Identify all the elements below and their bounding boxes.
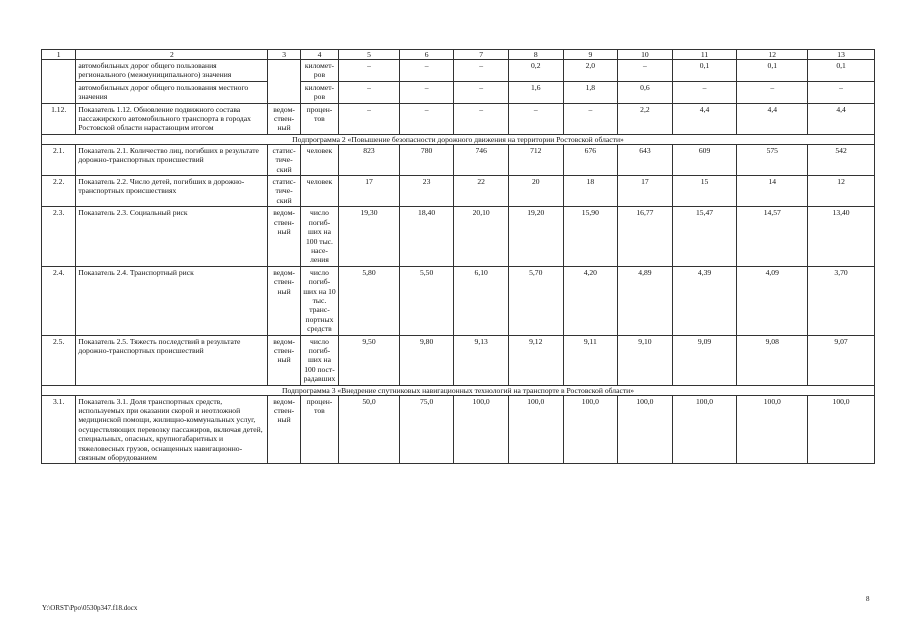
indicator-value: 0,1 [672, 60, 737, 82]
indicator-value: 4,39 [672, 266, 737, 335]
indicator-unit: километ-ров [300, 81, 338, 103]
indicator-number [42, 60, 76, 82]
indicator-value: 643 [618, 144, 673, 175]
indicator-source: статис-тиче-ский [268, 176, 300, 207]
indicator-source: ведом-ствен-ный [268, 335, 300, 385]
indicator-value: 1,6 [508, 81, 563, 103]
indicator-value: – [454, 103, 509, 134]
table-row [42, 335, 875, 385]
indicator-source: ведом-ствен-ный [268, 266, 300, 335]
indicator-value: 12 [808, 176, 875, 207]
indicator-value: 1,8 [563, 81, 618, 103]
column-number: 3 [268, 50, 300, 60]
column-number-row [42, 50, 875, 60]
indicator-value: 18 [563, 176, 618, 207]
indicator-source: ведом-ствен-ный [268, 207, 300, 266]
indicator-value: 17 [618, 176, 673, 207]
indicator-unit: процен-тов [300, 395, 338, 464]
indicator-value: 4,09 [737, 266, 808, 335]
indicator-name: Показатель 1.12. Обновление подвижного состава пассажирского автомобильного транспорта в городах Ростовской области нарастающим итогом [76, 103, 268, 134]
table-row [42, 266, 875, 335]
indicator-value: 20 [508, 176, 563, 207]
indicators-table [41, 49, 875, 464]
indicator-name: Показатель 2.1. Количество лиц, погибших в результате дорожно-транспортных происшествий [76, 144, 268, 175]
indicator-value: 5,50 [399, 266, 454, 335]
table-row [42, 176, 875, 207]
indicator-value: 9,09 [672, 335, 737, 385]
indicator-unit: число погиб-ших на 10 тыс. транс-портных средств [300, 266, 338, 335]
indicator-value: – [454, 81, 509, 103]
indicator-value: 100,0 [454, 395, 509, 464]
indicator-value: – [737, 81, 808, 103]
indicator-number: 1.12. [42, 103, 76, 134]
indicator-name: Показатель 2.5. Тяжесть последствий в результате дорожно-транспортных происшествий [76, 335, 268, 385]
indicator-value: 9,10 [618, 335, 673, 385]
indicator-value: 0,6 [618, 81, 673, 103]
indicator-value: 9,11 [563, 335, 618, 385]
subprogram-2-title: Подпрограмма 2 «Повышение безопасности дорожного движения на территории Ростовской области» [42, 134, 875, 144]
indicator-number: 3.1. [42, 395, 76, 464]
indicator-value: 16,77 [618, 207, 673, 266]
indicator-value: 15,47 [672, 207, 737, 266]
indicator-unit: число погиб-ших на 100 пост-радавших [300, 335, 338, 385]
indicator-value: 0,1 [808, 60, 875, 82]
indicator-unit: человек [300, 176, 338, 207]
indicator-value: 6,10 [454, 266, 509, 335]
indicator-value: 0,2 [508, 60, 563, 82]
indicator-value: – [339, 60, 400, 82]
indicator-value: 18,40 [399, 207, 454, 266]
indicator-name: автомобильных дорог общего пользования местного значения [76, 81, 268, 103]
column-number: 7 [454, 50, 509, 60]
indicator-unit: процен-тов [300, 103, 338, 134]
indicator-name: Показатель 2.3. Социальный риск [76, 207, 268, 266]
indicator-source: статис-тиче-ский [268, 144, 300, 175]
indicator-value: 9,50 [339, 335, 400, 385]
indicator-value: – [563, 103, 618, 134]
indicator-value: – [399, 60, 454, 82]
indicator-value: 3,70 [808, 266, 875, 335]
table-row [42, 395, 875, 464]
column-number: 13 [808, 50, 875, 60]
indicator-value: 13,40 [808, 207, 875, 266]
table-row [42, 60, 875, 82]
indicator-value: 5,70 [508, 266, 563, 335]
indicator-value: 100,0 [808, 395, 875, 464]
indicator-value: 100,0 [737, 395, 808, 464]
indicator-number: 2.3. [42, 207, 76, 266]
indicator-value: – [808, 81, 875, 103]
indicator-value: 4,89 [618, 266, 673, 335]
indicator-value: 2,0 [563, 60, 618, 82]
indicator-value: 676 [563, 144, 618, 175]
indicator-value: 9,13 [454, 335, 509, 385]
column-number: 8 [508, 50, 563, 60]
indicator-value: 823 [339, 144, 400, 175]
indicator-value: 100,0 [672, 395, 737, 464]
indicator-value: – [672, 81, 737, 103]
indicator-value: 100,0 [618, 395, 673, 464]
indicator-unit: человек [300, 144, 338, 175]
indicator-value: 100,0 [563, 395, 618, 464]
table-row [42, 207, 875, 266]
column-number: 5 [339, 50, 400, 60]
table-row [42, 144, 875, 175]
column-number: 2 [76, 50, 268, 60]
indicator-value: 4,4 [808, 103, 875, 134]
indicator-source: ведом-ствен-ный [268, 103, 300, 134]
indicator-value: 17 [339, 176, 400, 207]
indicator-value: 4,4 [672, 103, 737, 134]
indicator-value: 609 [672, 144, 737, 175]
indicator-value: 5,80 [339, 266, 400, 335]
indicator-value: – [399, 81, 454, 103]
indicator-value: 14,57 [737, 207, 808, 266]
indicator-value: 9,08 [737, 335, 808, 385]
indicator-value: – [618, 60, 673, 82]
indicator-value: 712 [508, 144, 563, 175]
indicator-value: – [399, 103, 454, 134]
indicator-value: 2,2 [618, 103, 673, 134]
indicator-value: 4,4 [737, 103, 808, 134]
page-number: 8 [866, 595, 870, 603]
indicator-value: 15 [672, 176, 737, 207]
indicator-value: 9,80 [399, 335, 454, 385]
indicator-number: 2.4. [42, 266, 76, 335]
indicator-value: 746 [454, 144, 509, 175]
indicator-value: 9,07 [808, 335, 875, 385]
indicator-unit: километ-ров [300, 60, 338, 82]
indicator-value: 4,20 [563, 266, 618, 335]
indicator-value: 19,20 [508, 207, 563, 266]
indicator-value: 19,30 [339, 207, 400, 266]
indicator-value: 100,0 [508, 395, 563, 464]
indicator-name: автомобильных дорог общего пользования регионального (межмуниципального) значения [76, 60, 268, 82]
indicator-value: – [339, 103, 400, 134]
indicator-name: Показатель 2.4. Транспортный риск [76, 266, 268, 335]
column-number: 12 [737, 50, 808, 60]
indicator-value: – [508, 103, 563, 134]
indicator-value: 542 [808, 144, 875, 175]
indicator-value: 75,0 [399, 395, 454, 464]
column-number: 10 [618, 50, 673, 60]
footer-file-path: Y:\ORST\Ppo\0530p347.f18.docx [42, 604, 138, 612]
indicator-value: 575 [737, 144, 808, 175]
indicator-source [268, 60, 300, 82]
indicator-value: 22 [454, 176, 509, 207]
indicator-number [42, 81, 76, 103]
indicator-number: 2.2. [42, 176, 76, 207]
indicator-source [268, 81, 300, 103]
indicator-value: 9,12 [508, 335, 563, 385]
column-number: 9 [563, 50, 618, 60]
indicator-value: 23 [399, 176, 454, 207]
column-number: 1 [42, 50, 76, 60]
indicator-name: Показатель 2.2. Число детей, погибших в дорожно-транспортных происшествиях [76, 176, 268, 207]
indicator-name: Показатель 3.1. Доля транспортных средств, используемых при оказании скорой и неотложной медицинской помощи, жилищно-коммунальных услуг, осуществляющих перевозку пассажиров, включая детей, специальных, опасных, крупногабаритных и тяжеловесных грузов, оснащенных навигационно-связным оборудованием [76, 395, 268, 464]
indicator-value: 14 [737, 176, 808, 207]
section-header-row [42, 385, 875, 395]
table-row [42, 103, 875, 134]
subprogram-3-title: Подпрограмма 3 «Внедрение спутниковых навигационных технологий на транспорте в Ростовской области» [42, 385, 875, 395]
column-number: 6 [399, 50, 454, 60]
section-header-row [42, 134, 875, 144]
table-row [42, 81, 875, 103]
indicator-value: – [454, 60, 509, 82]
indicator-number: 2.5. [42, 335, 76, 385]
indicator-number: 2.1. [42, 144, 76, 175]
indicator-value: – [339, 81, 400, 103]
indicator-value: 780 [399, 144, 454, 175]
indicator-value: 0,1 [737, 60, 808, 82]
column-number: 4 [300, 50, 338, 60]
indicator-source: ведом-ствен-ный [268, 395, 300, 464]
indicator-unit: число погиб-ших на 100 тыс. насе-ления [300, 207, 338, 266]
indicator-value: 20,10 [454, 207, 509, 266]
column-number: 11 [672, 50, 737, 60]
indicator-value: 15,90 [563, 207, 618, 266]
indicator-value: 50,0 [339, 395, 400, 464]
